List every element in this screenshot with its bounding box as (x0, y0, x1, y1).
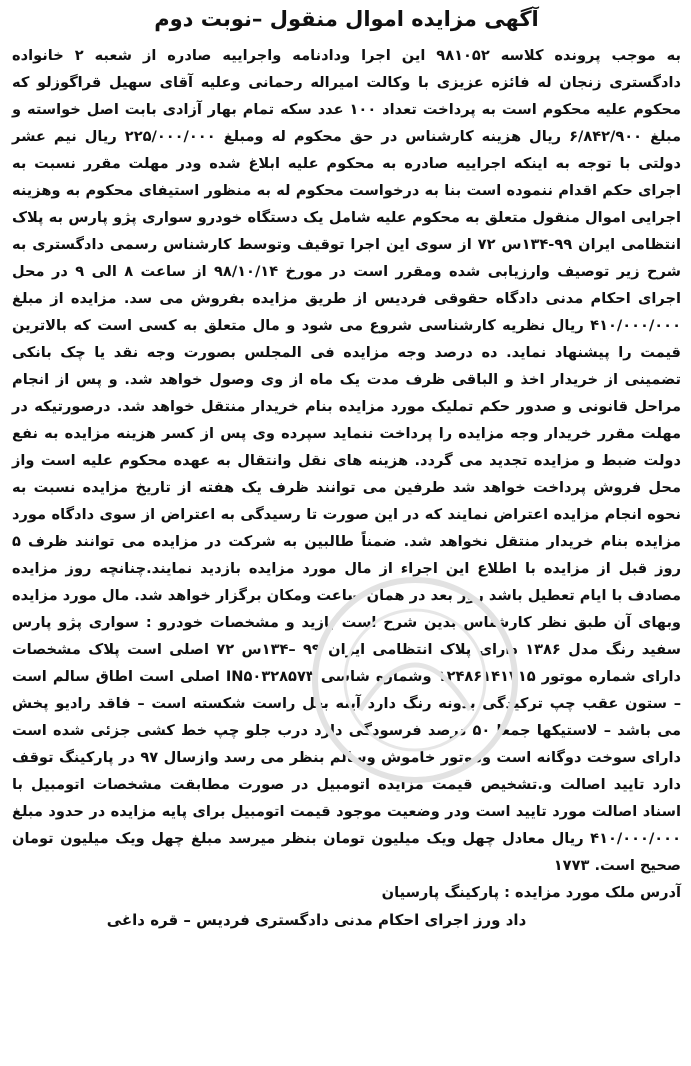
notice-title: آگهی مزایده اموال منقول –نوبت دوم (154, 7, 539, 31)
notice-signature: داد ورز اجرای احکام مدنی دادگستری فردیس – قره داغی (106, 911, 527, 929)
notice-body: به موجب پرونده کلاسه ۹۸۱۰۵۲ این اجرا ودادنامه واجراییه صادره از شعبه ۲ خانواده دادگستری زنجان له فائزه عزیزی با وکالت امیراله رحمانی وعلیه آقای سهیل قراگوزلو که محکوم علیه محکوم است به پرداخت تعداد ۱۰۰ عدد سکه تمام بهار آزادی بابت اصل خواسته و مبلغ ۶/۸۴۲/۹۰۰ ریال هزینه کارشناس در حق محکوم له ومبلغ ۲۲۵/۰۰۰/۰۰۰ ریال نیم عشر دولتی با توجه به اینکه اجراییه صادره به محکوم علیه ابلاغ شده ودر مهلت مقرر نسبت به اجرای حکم اقدام ننموده است بنا به درخواست محکوم له به منظور استیفای محکوم به وهزینه اجرایی اموال منقول متعلق به محکوم علیه شامل یک دستگاه خودرو سواری پژو پارس به پلاک انتظامی ایران ۹۹-۱۳۴س ۷۲ از سوی این اجرا توقیف وتوسط کارشناس رسمی دادگستری به شرح زیر توصیف وارزیابی شده ومقرر است در مورخ ۹۸/۱۰/۱۴ از ساعت ۸ الی ۹ در محل اجرای احکام مدنی دادگاه حقوقی فردیس از طریق مزایده بفروش می سد. مزایده از مبلغ ۴۱۰/۰۰۰/۰۰۰ ریال نظریه کارشناسی شروع می شود و مال متعلق به کسی است که بالاترین قیمت را پیشنهاد نماید. ده درصد وجه مزایده فی المجلس بصورت وجه نقد یا چک بانکی تضمینی از خریدار اخذ و الباقی ظرف مدت یک ماه از وی وصول خواهد شد. و پس از انجام مراحل قانونی و صدور حکم تملیک مورد مزایده بنام خریدار منتقل خواهد شد. درصورتیکه در مهلت مقرر خریدار وجه مزایده را پرداخت ننماید سپرده وی پس از کسر هزینه مزایده به نفع دولت ضبط و مزایده تجدید می گردد. هزینه های نقل وانتقال به عهده محکوم علیه است واز محل فروش پرداخت خواهد شد طرفین می توانند ظرف یک هفته از تاریخ مزایده نسبت به نحوه انجام مزایده اعتراض نمایند که در این صورت تا رسیدگی به اعتراض از سوی دادگاه مورد مزایده بنام خریدار منتقل نخواهد شد. ضمناً طالبین به شرکت در مزایده می توانند ظرف ۵ روز قبل از مزایده با اطلاع این اجراء از مال مورد مزایده بازدید نمایند.چنانچه روز مزایده مصادف با ایام تعطیل باشد روز بعد در همان ساعت ومکان برگزار خواهد شد. مال مورد مزایده وبهای آن طبق نظر کارشناس بدین شرح است بازید و مشخصات خودرو : سواری پژو پارس سفید رنگ مدل ۱۳۸۶ دارای پلاک انتظامی ایران ۹۹ –۱۳۴س ۷۲ اصلی است پلاک مشخصات دارای شماره موتور ۱۲۴۸۶۱۴۱۷۱۵ وشماره شاسی IN۵۰۳۲۸۵۷۳ اصلی است اطاق سالم است – ستون عقب چپ ترکیدگی بدونه رنگ دارد آینه بغل راست شکسته است – فاقد رادیو پخش می باشد – لاستیکها جمعا ۵۰ درصد فرسودگی دارد درب جلو چپ خط کشی جزئی شده است دارای سوخت دوگانه است وموتور خاموش وسالم بنظر می رسد وازسال ۹۷ در پارکینگ توقف دارد تایید اصالت و.تشخیص قیمت مزایده اتومبیل در صورت مطابقت مشخصات اتومبیل با اسناد اصالت مورد تایید است ودر وضعیت موجود قیمت اتومبیل برای پایه مزایده در حدود مبلغ ۴۱۰/۰۰۰/۰۰۰ ریال معادل چهل ویک میلیون تومان بنظر میرسد مبلغ چهل ویک میلیون تومان صحیح است. ۱۷۷۳ (12, 47, 682, 874)
auction-address: آدرس ملک مورد مزایده : پارکینگ پارسیان (381, 884, 681, 901)
